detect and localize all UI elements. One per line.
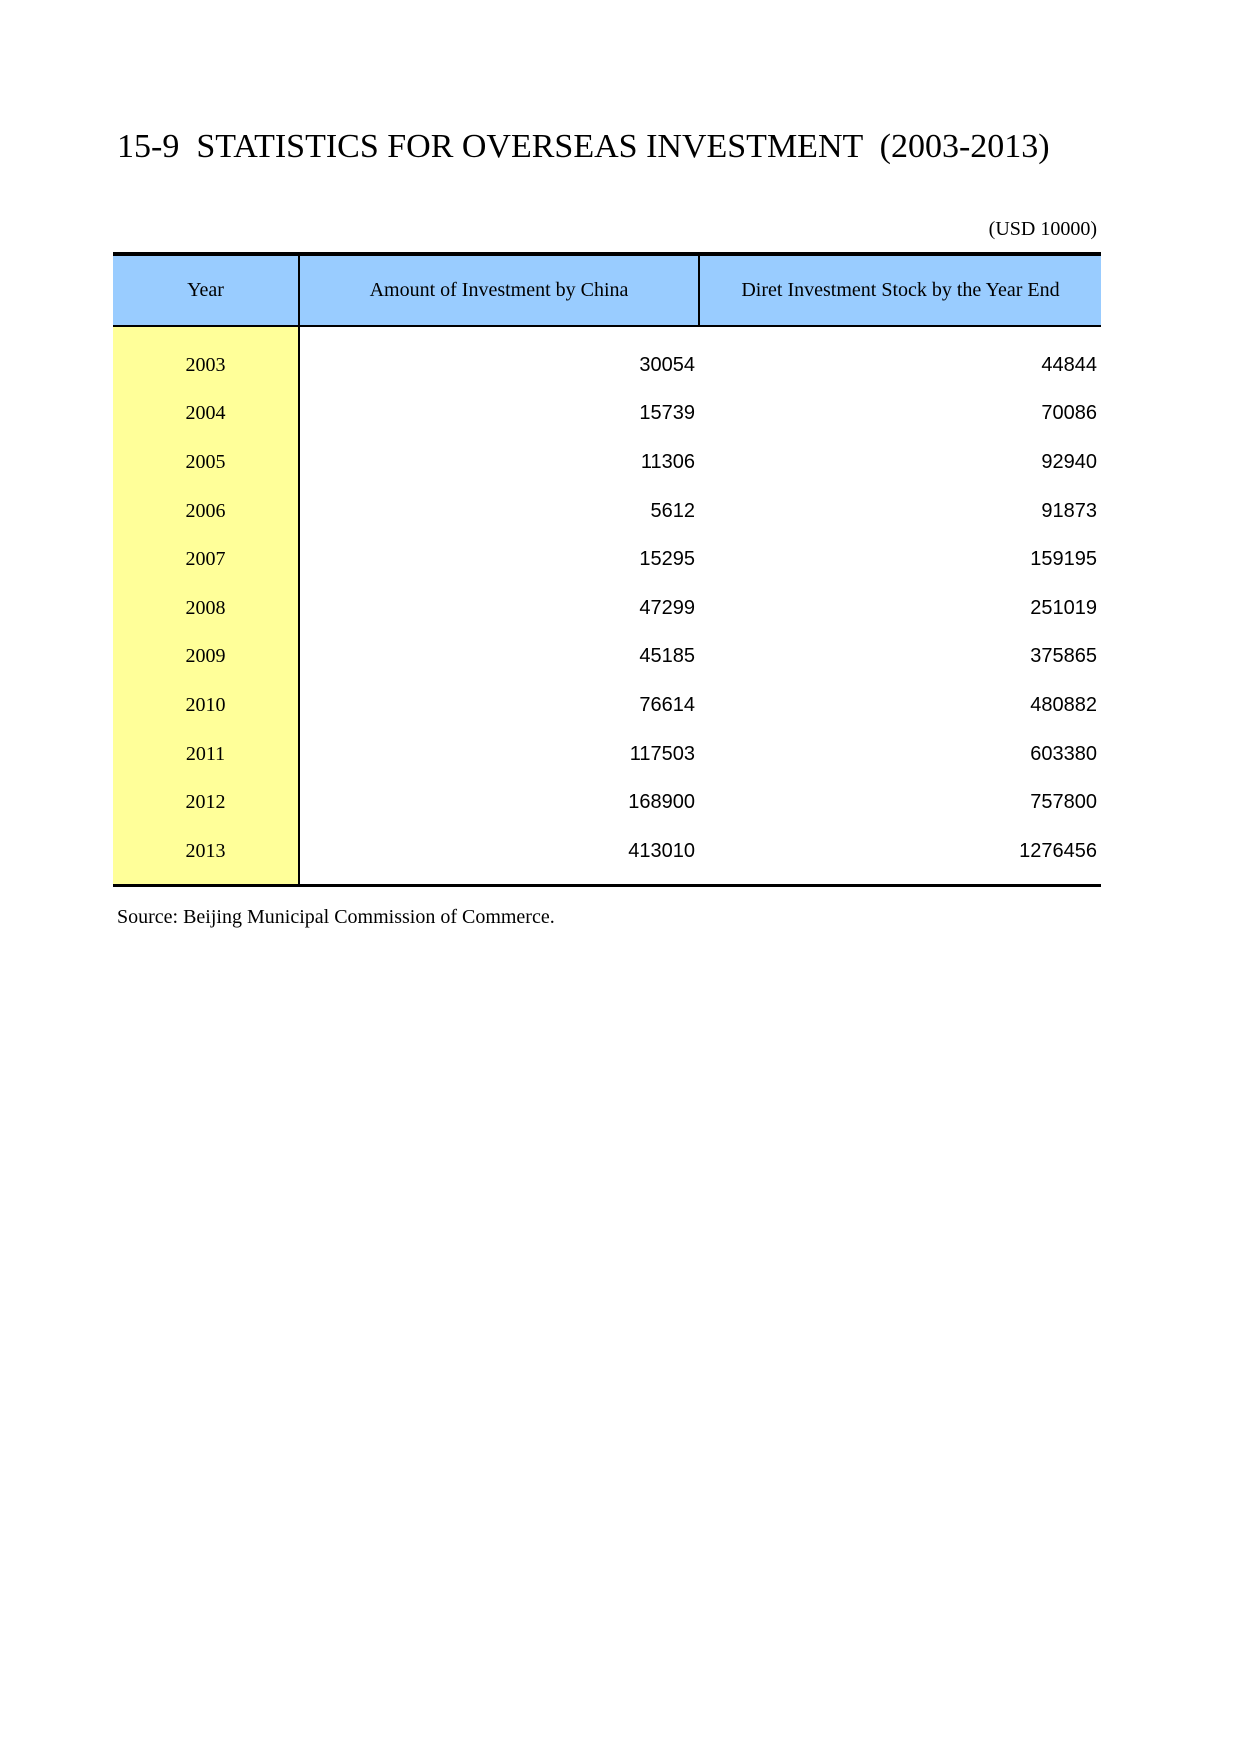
cell-stock: 251019 (1030, 596, 1097, 619)
cell-year: 2010 (113, 681, 299, 730)
table-row (113, 584, 1101, 633)
cell-year: 2009 (113, 633, 299, 682)
cell-year: 2005 (113, 438, 299, 487)
header-year: Year (113, 254, 299, 326)
cell-year: 2012 (113, 778, 299, 827)
cell-year: 2013 (113, 827, 299, 885)
source-note: Source: Beijing Municipal Commission of Commerce. (117, 906, 555, 928)
table-row (113, 827, 1101, 885)
header-amount: Amount of Investment by China (299, 254, 699, 326)
unit-label: (USD 10000) (988, 218, 1097, 240)
cell-year: 2007 (113, 535, 299, 584)
cell-amount: 30054 (639, 353, 695, 376)
table-row (113, 681, 1101, 730)
cell-stock: 159195 (1030, 548, 1097, 571)
cell-amount: 47299 (639, 596, 695, 619)
cell-amount: 413010 (299, 827, 699, 885)
cell-amount: 11306 (640, 450, 695, 473)
table-row (113, 535, 1101, 584)
table-row (113, 633, 1101, 682)
cell-stock: 92940 (1041, 450, 1097, 473)
cell-stock: 91873 (1041, 499, 1097, 522)
cell-amount: 15739 (639, 402, 695, 425)
table-row (113, 438, 1101, 487)
table-header-row (113, 254, 1101, 326)
cell-year: 2006 (113, 487, 299, 536)
cell-amount: 5612 (650, 499, 695, 522)
cell-stock: 480882 (1030, 693, 1097, 716)
cell-amount: 168900 (628, 791, 695, 814)
cell-amount: 117503 (629, 742, 695, 765)
table-row (113, 487, 1101, 536)
table-row (113, 390, 1101, 439)
table-row (113, 778, 1101, 827)
cell-amount: 15295 (639, 548, 695, 571)
page-title: 15-9 STATISTICS FOR OVERSEAS INVESTMENT (2003-2013) (117, 128, 1050, 165)
table-row (113, 326, 1101, 390)
cell-year: 2004 (113, 390, 299, 439)
cell-stock: 70086 (1041, 402, 1097, 425)
cell-year: 2003 (113, 326, 299, 390)
cell-amount: 45185 (639, 645, 695, 668)
statistics-table (113, 252, 1101, 887)
header-stock: Diret Investment Stock by the Year End (699, 254, 1101, 326)
table-row (113, 730, 1101, 779)
cell-year: 2011 (113, 730, 299, 779)
cell-stock: 757800 (1030, 791, 1097, 814)
cell-stock: 603380 (1030, 742, 1097, 765)
cell-year: 2008 (113, 584, 299, 633)
cell-stock: 375865 (1030, 645, 1097, 668)
cell-amount: 76614 (639, 693, 695, 716)
cell-stock: 44844 (1041, 353, 1097, 376)
cell-stock: 1276456 (699, 827, 1101, 885)
